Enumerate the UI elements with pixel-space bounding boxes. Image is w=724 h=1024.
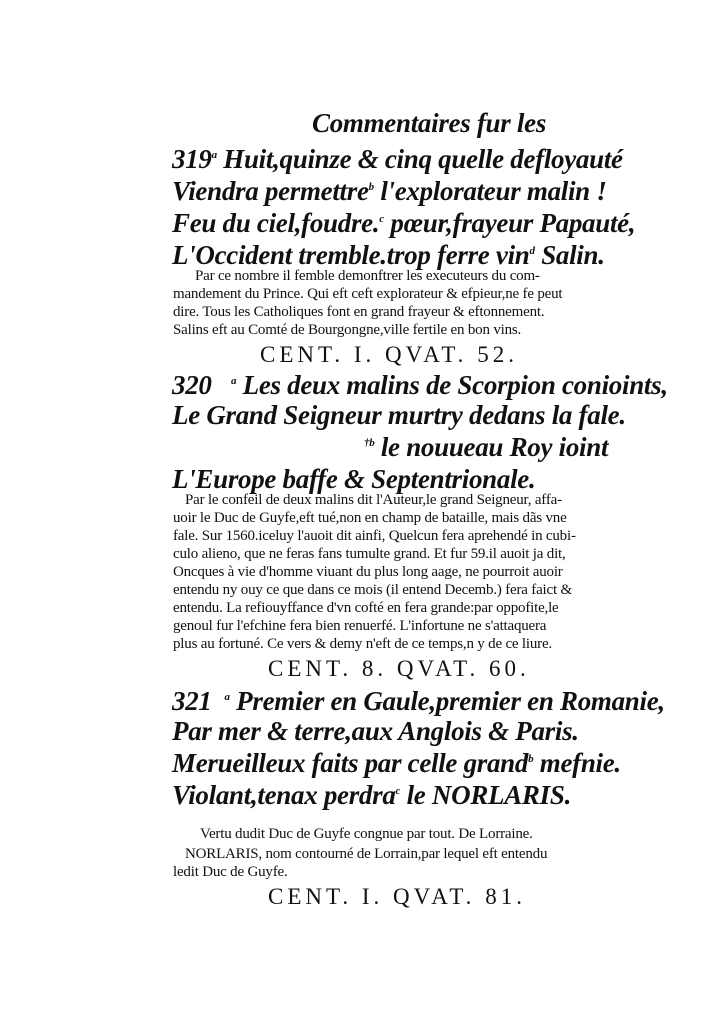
verse-text: le NORLARIS.	[406, 780, 572, 810]
verse-text: pœur,frayeur Papauté,	[390, 208, 636, 238]
commentary-line: mandement du Prince. Qui eft ceft explorateur & efpieur,ne fe peut	[173, 286, 563, 302]
note-marker: c	[379, 213, 384, 225]
verse-text: Violant,tenax perdra	[172, 780, 396, 810]
commentary-line: uoir le Duc de Guyfe,eft tué,non en champ de bataille, mais dãs vne	[173, 510, 567, 526]
note-marker: a	[211, 149, 217, 161]
quatrain-number: 321	[172, 686, 212, 716]
verse-text: Huit,quinze & cinq quelle defloyauté	[223, 144, 623, 174]
verse-line	[172, 780, 571, 811]
verse-line: Le Grand Seigneur murtry dedans la fale.	[172, 400, 626, 430]
verse-line	[172, 686, 665, 717]
note-marker: †b	[364, 437, 375, 449]
commentary-line: Salins eft au Comté de Bourgongne,ville fertile en bon vins.	[173, 322, 522, 338]
commentary-line: Oncques à vie d'homme viuant du plus long aage, ne pourroit auoir	[173, 564, 563, 580]
note-marker: b	[368, 181, 374, 193]
quatrain-number: 319	[172, 144, 212, 174]
century-reference: CENT. 8. QVAT. 60.	[268, 656, 530, 681]
verse-line: Par mer & terre,aux Anglois & Paris.	[172, 716, 579, 746]
verse-text: Viendra permettre	[172, 176, 369, 206]
commentary-line: entendu ny ouy ce que dans ce mois (il entend Decemb.) fera faict &	[173, 582, 572, 598]
note-marker: b	[528, 753, 534, 765]
commentary-line: entendu. La refiouyffance d'vn cofté en fera grande:par oppofite,le	[173, 600, 559, 616]
century-reference: CENT. I. QVAT. 81.	[268, 884, 526, 909]
note-marker: d	[529, 245, 535, 257]
verse-text: Les deux malins de Scorpion conioints,	[242, 370, 668, 400]
note-marker: a	[224, 691, 230, 703]
verse-line	[172, 748, 621, 779]
verse-text: Premier en Gaule,premier en Romanie,	[236, 686, 665, 716]
verse-text: Salin.	[541, 240, 605, 270]
commentary-line: NORLARIS, nom contourné de Lorrain,par lequel eft entendu	[185, 846, 548, 862]
running-header: Commentaires fur les	[312, 108, 547, 138]
verse-text: Feu du ciel,foudre.	[172, 208, 380, 238]
commentary-line: culo alieno, que ne feras fans tumulte grand. Et fur 59.il auoit ja dit,	[173, 546, 566, 562]
commentary-line: Par le confeil de deux malins dit l'Auteur,le grand Seigneur, affa-	[185, 492, 562, 508]
commentary-line: Vertu dudit Duc de Guyfe congnue par tout. De Lorraine.	[200, 826, 533, 842]
commentary-line: dire. Tous les Catholiques font en grand frayeur & eftonnement.	[173, 304, 545, 320]
verse-text: Merueilleux faits par celle grand	[172, 748, 529, 778]
verse-line	[364, 432, 608, 463]
note-marker: a	[230, 375, 237, 387]
commentary-line: plus au fortuné. Ce vers & demy n'eft de ce temps,n y de ce liure.	[173, 636, 552, 652]
commentary-line: fale. Sur 1560.iceluy l'auoit dit ainfi, Quelcun fera aprehendé in cubi-	[173, 528, 576, 544]
verse-text: L'Occident tremble.trop ferre vin	[172, 240, 530, 270]
verse-line	[172, 370, 668, 401]
commentary-line: Par ce nombre il femble demonftrer les executeurs du com-	[195, 268, 540, 284]
quatrain-number: 320	[172, 370, 212, 400]
century-reference: CENT. I. QVAT. 52.	[260, 342, 518, 367]
commentary-line: genoul fur l'efchine fera bien renuerfé. L'infortune ne s'attaquera	[173, 618, 547, 634]
verse-text: le nouueau Roy ioint	[380, 432, 609, 462]
verse-line	[172, 240, 605, 271]
verse-text: l'explorateur malin !	[380, 176, 607, 206]
verse-line	[172, 208, 635, 239]
verse-line	[172, 144, 623, 175]
verse-text: mefnie.	[539, 748, 621, 778]
verse-line: L'Europe baffe & Septentrionale.	[172, 464, 536, 494]
commentary-line: ledit Duc de Guyfe.	[173, 864, 288, 880]
verse-line	[172, 176, 607, 207]
note-marker: c	[395, 785, 401, 797]
